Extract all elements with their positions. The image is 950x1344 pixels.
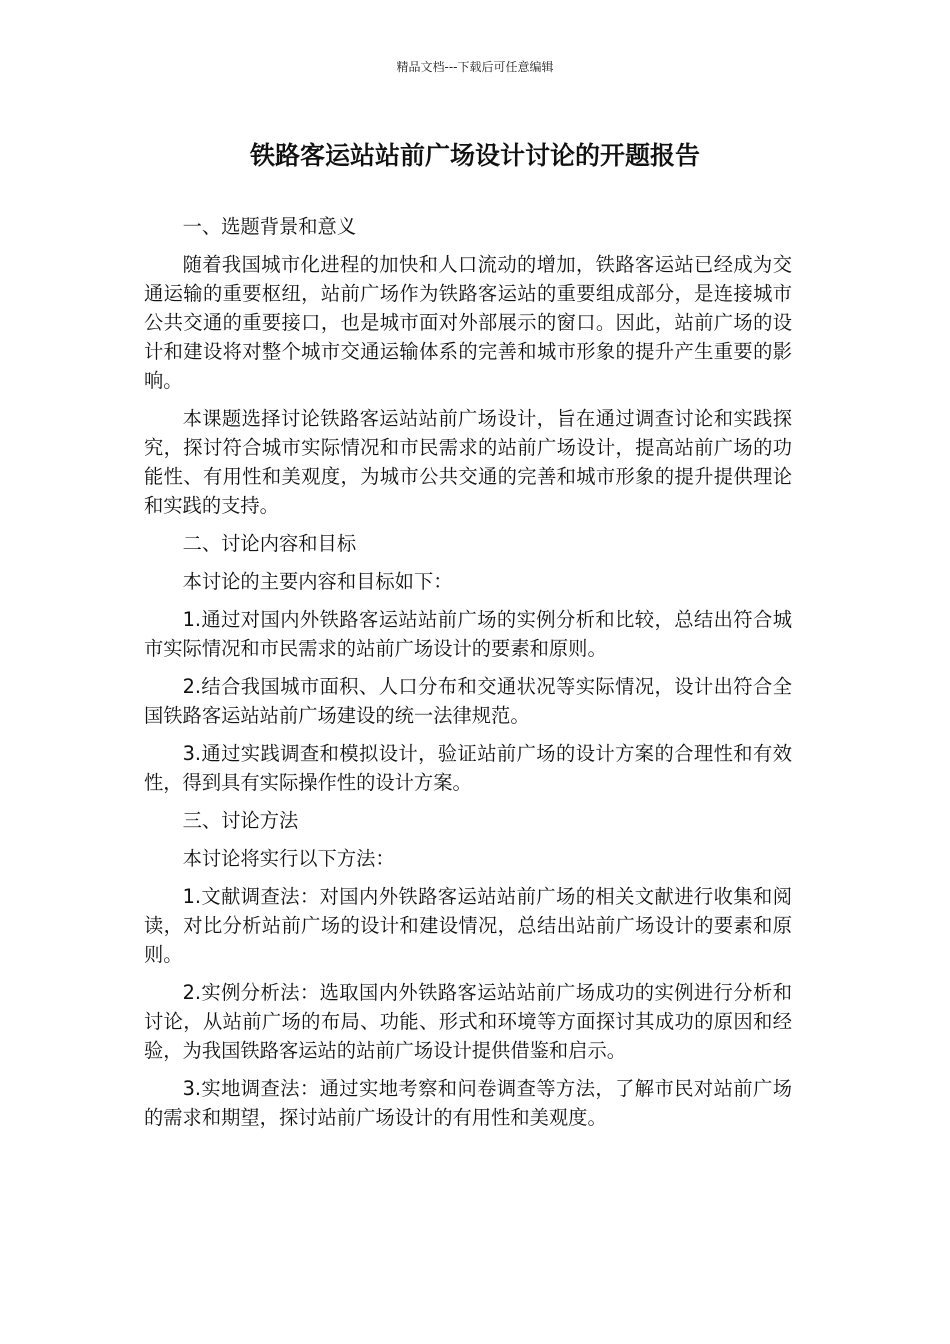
document-body: [144, 212, 792, 1141]
list-item: 2.实例分析法：选取国内外铁路客运站站前广场成功的实例进行分析和讨论，从站前广场的布局、功能、形式和环境等方面探讨其成功的原因和经验，为我国铁路客运站的站前广场设计提供借鉴和启示。: [144, 981, 792, 1062]
paragraph: 随着我国城市化进程的加快和人口流动的增加，铁路客运站已经成为交通运输的重要枢纽，站前广场作为铁路客运站的重要组成部分，是连接城市公共交通的重要接口，也是城市面对外部展示的窗口。因此，站前广场的设计和建设将对整个城市交通运输体系的完善和城市形象的提升产生重要的影响。: [144, 253, 792, 392]
page-header: 精品文档---下载后可任意编辑: [396, 60, 554, 74]
section-heading-methods: 三、讨论方法: [182, 809, 299, 832]
paragraph: 本讨论将实行以下方法：: [182, 847, 395, 870]
list-item: 2.结合我国城市面积、人口分布和交通状况等实际情况，设计出符合全国铁路客运站站前广场建设的统一法律规范。: [144, 675, 792, 727]
list-item: 3.实地调查法：通过实地考察和问卷调查等方法，了解市民对站前广场的需求和期望，探讨站前广场设计的有用性和美观度。: [144, 1077, 792, 1129]
list-item: 3.通过实践调查和模拟设计，验证站前广场的设计方案的合理性和有效性，得到具有实际操作性的设计方案。: [144, 742, 792, 794]
list-item: 1.文献调查法：对国内外铁路客运站站前广场的相关文献进行收集和阅读，对比分析站前广场的设计和建设情况，总结出站前广场设计的要素和原则。: [144, 885, 792, 966]
document-title: 铁路客运站站前广场设计讨论的开题报告: [249, 141, 700, 170]
paragraph: 本讨论的主要内容和目标如下：: [182, 570, 453, 593]
section-heading-background: 一、选题背景和意义: [182, 215, 357, 238]
list-item: 1.通过对国内外铁路客运站站前广场的实例分析和比较，总结出符合城市实际情况和市民需求的站前广场设计的要素和原则。: [144, 608, 792, 660]
section-heading-content: 二、讨论内容和目标: [182, 532, 357, 555]
paragraph: 本课题选择讨论铁路客运站站前广场设计，旨在通过调查讨论和实践探究，探讨符合城市实际情况和市民需求的站前广场设计，提高站前广场的功能性、有用性和美观度，为城市公共交通的完善和城市形象的提升提供理论和实践的支持。: [144, 407, 792, 517]
